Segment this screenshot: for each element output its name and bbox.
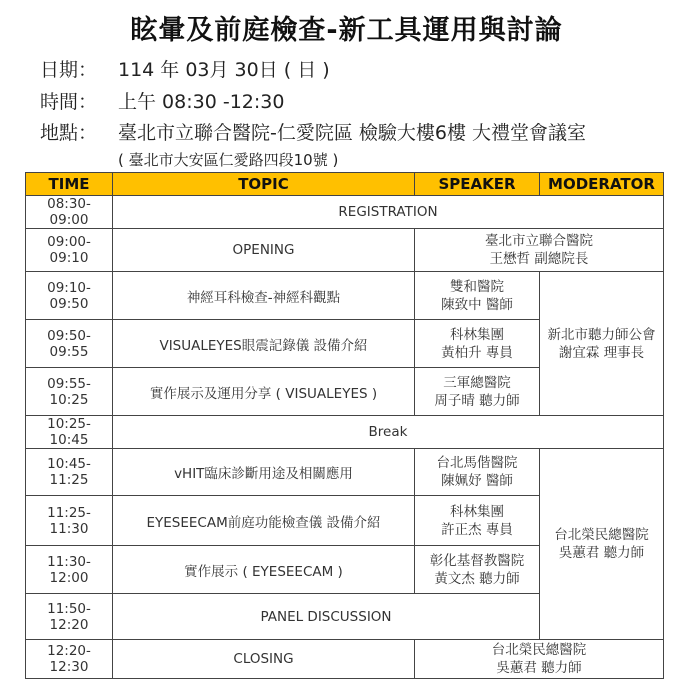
speaker-name: 陳姵妤 醫師 [441, 473, 513, 489]
table-row [26, 640, 664, 679]
moderator-name: 吳蕙君 聽力師 [558, 545, 645, 561]
table-row [26, 449, 664, 496]
row-speaker [415, 496, 540, 546]
row-topic: OPENING [113, 229, 415, 272]
row-topic: 實作展示 ( EYESEECAM ) [113, 546, 415, 594]
speaker-name: 黃柏升 專員 [441, 344, 513, 361]
row-time: 10:25-10:45 [26, 416, 113, 449]
schedule-table [25, 172, 664, 679]
speaker-org: 台北榮民總醫院 [491, 642, 587, 658]
moderator-org: 台北榮民總醫院 [554, 527, 649, 543]
row-time: 09:55-10:25 [26, 368, 113, 416]
row-topic: 實作展示及運用分享 ( VISUALEYES ) [113, 368, 415, 416]
time-line [40, 87, 284, 114]
moderator-cell [540, 272, 664, 416]
date-line [40, 55, 330, 82]
row-time: 11:25-11:30 [26, 496, 113, 546]
row-speaker [415, 272, 540, 320]
speaker-org: 科林集團 [450, 503, 504, 520]
row-topic: PANEL DISCUSSION [113, 594, 540, 640]
page-title: 眩暈及前庭檢查-新工具運用與討論 [130, 15, 563, 46]
speaker-org: 彰化基督教醫院 [429, 552, 525, 569]
row-speaker [415, 449, 540, 496]
table-row [26, 229, 664, 272]
time-value: 上午 08:30 -12:30 [118, 91, 285, 113]
speaker-name: 黃文杰 聽力師 [434, 570, 520, 587]
row-time: 08:30-09:00 [26, 196, 113, 229]
table-row [26, 196, 664, 229]
place-value: 臺北市立聯合醫院-仁愛院區 檢驗大樓6樓 大禮堂會議室 [118, 122, 587, 144]
speaker-name: 周子晴 聽力師 [434, 392, 520, 409]
speaker-name: 許正杰 專員 [441, 521, 513, 538]
place-line [40, 118, 586, 145]
header-topic: TOPIC [113, 173, 415, 196]
date-value: 114 年 03月 30日 ( 日 ) [118, 59, 330, 81]
speaker-org: 雙和醫院 [450, 278, 504, 295]
row-speaker [415, 546, 540, 594]
row-time: 11:50-12:20 [26, 594, 113, 640]
speaker-name: 陳致中 醫師 [441, 296, 513, 313]
moderator-org: 新北市聽力師公會 [547, 326, 656, 343]
moderator-cell [540, 449, 664, 640]
speaker-org: 台北馬偕醫院 [436, 455, 518, 471]
row-topic: REGISTRATION [113, 196, 664, 229]
table-row [26, 416, 664, 449]
speaker-org: 科林集團 [450, 326, 504, 343]
row-speaker [415, 320, 540, 368]
header-speaker: SPEAKER [415, 173, 540, 196]
date-label: 日期： [40, 59, 98, 81]
row-time: 09:50-09:55 [26, 320, 113, 368]
row-speaker [415, 640, 664, 679]
table-row [26, 272, 664, 320]
row-speaker [415, 229, 664, 272]
row-time: 11:30-12:00 [26, 546, 113, 594]
row-speaker [415, 368, 540, 416]
time-label: 時間： [40, 91, 98, 113]
address-line: ( 臺北市大安區仁愛路四段10號 ) [118, 151, 339, 169]
speaker-name: 吳蕙君 聽力師 [496, 660, 582, 676]
header-moderator: MODERATOR [540, 173, 664, 196]
row-topic: CLOSING [113, 640, 415, 679]
table-header-row [26, 173, 664, 196]
speaker-name: 王懋哲 副總院長 [489, 251, 589, 267]
speaker-org: 三軍總醫院 [443, 374, 511, 391]
row-topic: EYESEECAM前庭功能檢查儀 設備介紹 [113, 496, 415, 546]
header-time: TIME [26, 173, 113, 196]
place-label: 地點： [40, 122, 98, 144]
moderator-name: 謝宜霖 理事長 [558, 344, 645, 361]
row-topic: VISUALEYES眼震記錄儀 設備介紹 [113, 320, 415, 368]
row-topic: 神經耳科檢查-神經科觀點 [113, 272, 415, 320]
row-time: 09:10-09:50 [26, 272, 113, 320]
row-time: 09:00-09:10 [26, 229, 113, 272]
row-topic: Break [113, 416, 664, 449]
row-time: 10:45-11:25 [26, 449, 113, 496]
row-time: 12:20-12:30 [26, 640, 113, 679]
speaker-org: 臺北市立聯合醫院 [485, 233, 593, 249]
row-topic: vHIT臨床診斷用途及相關應用 [113, 449, 415, 496]
